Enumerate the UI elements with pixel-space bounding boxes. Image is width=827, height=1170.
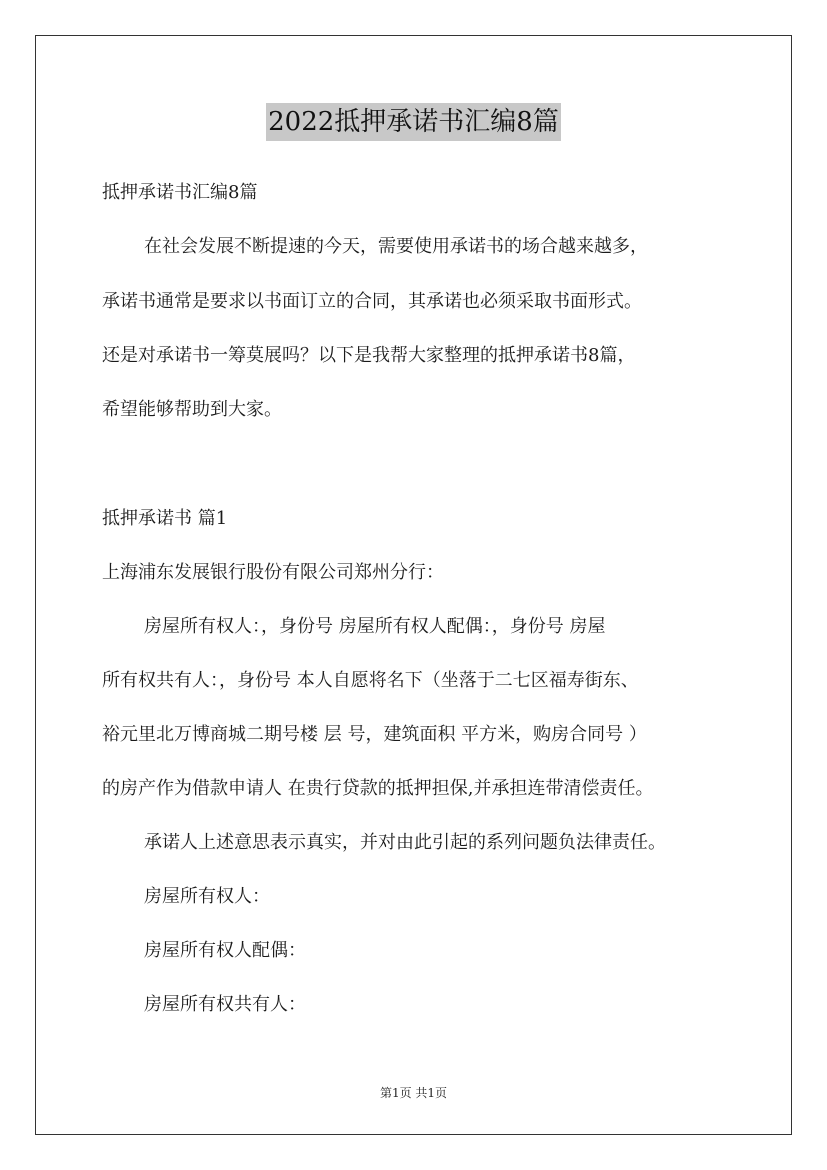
document-title: 2022抵押承诺书汇编8篇 [266, 103, 561, 141]
statement: 承诺人上述意思表示真实，并对由此引起的系列问题负法律责任。 [144, 832, 666, 853]
intro-line-2: 承诺书通常是要求以书面订立的合同，其承诺也必须采取书面形式。 [102, 291, 642, 312]
signature-owner: 房屋所有权人： [144, 886, 270, 907]
page-footer: 第1页 共1页 [379, 1086, 448, 1100]
addressee: 上海浦东发展银行股份有限公司郑州分行： [102, 562, 444, 583]
body-line-1: 房屋所有权人：，身份号 房屋所有权人配偶：，身份号 房屋 [144, 616, 606, 637]
intro-line-4: 希望能够帮助到大家。 [102, 399, 282, 420]
body-line-2: 所有权共有人：，身份号 本人自愿将名下（坐落于二七区福寿街东、 [102, 670, 639, 691]
signature-coowner: 房屋所有权共有人： [144, 994, 306, 1015]
section-heading: 抵押承诺书 篇1 [102, 508, 228, 529]
body-line-3: 裕元里北万博商城二期号楼 层 号，建筑面积 平方米，购房合同号 ） [102, 724, 647, 745]
document-subtitle: 抵押承诺书汇编8篇 [102, 182, 258, 203]
intro-line-1: 在社会发展不断提速的今天，需要使用承诺书的场合越来越多， [144, 236, 648, 257]
intro-line-3: 还是对承诺书一筹莫展吗？以下是我帮大家整理的抵押承诺书8篇， [102, 345, 636, 366]
signature-spouse: 房屋所有权人配偶： [144, 940, 306, 961]
body-line-4: 的房产作为借款申请人 在贵行贷款的抵押担保,并承担连带清偿责任。 [102, 778, 654, 799]
title-container [0, 103, 827, 141]
